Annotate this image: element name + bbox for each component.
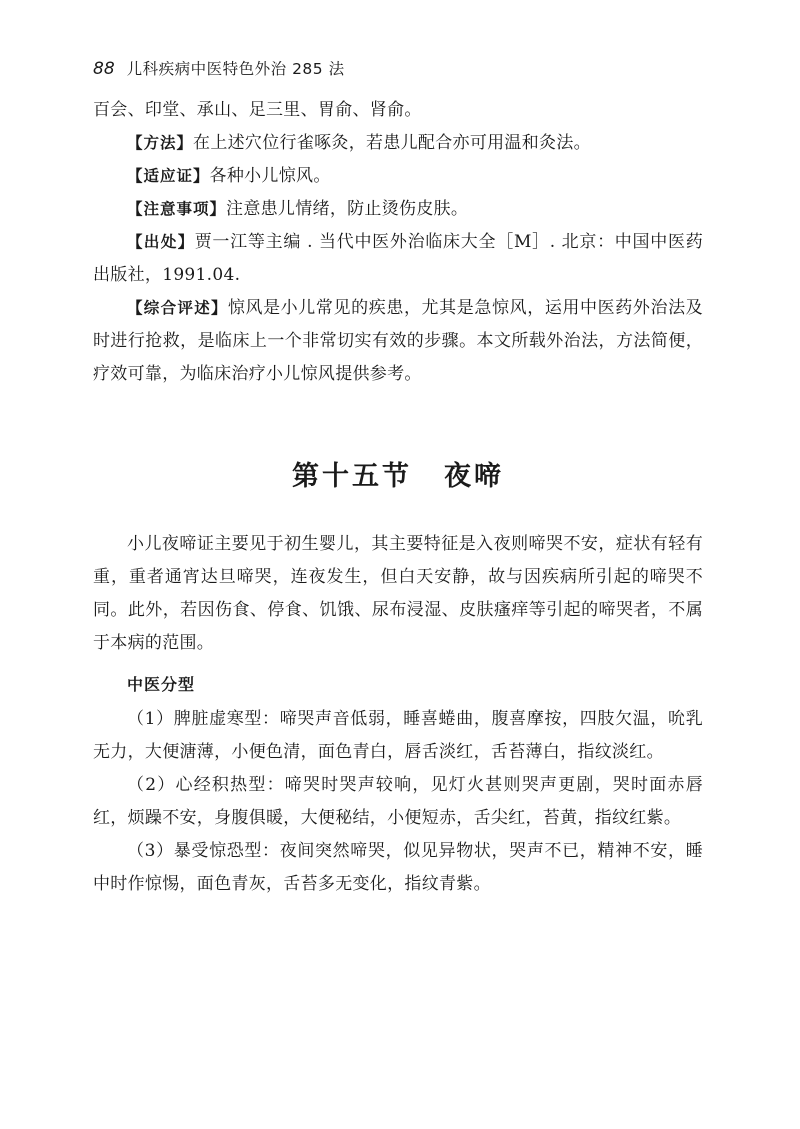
classification-item: （3）暴受惊恐型：夜间突然啼哭，似见异物状，哭声不已，精神不安，睡中时作惊惕，面色青灰，舌苔多无变化，指纹青紫。 [93, 841, 703, 894]
caution-label: 【注意事项】 [127, 200, 227, 218]
section-number: 第十五节 [292, 461, 412, 492]
book-title: 儿科疾病中医特色外治 285 法 [126, 60, 345, 78]
section-topic: 夜啼 [444, 461, 504, 492]
page-number: 88 [93, 59, 115, 79]
caution-text: 注意患儿情绪，防止烫伤皮肤。 [226, 199, 469, 219]
classification-heading: 中医分型 [127, 675, 196, 694]
indication-text: 各种小儿惊风。 [209, 166, 331, 186]
intro-paragraph: 小儿夜啼证主要见于初生婴儿，其主要特征是入夜则啼哭不安，症状有轻有重，重者通宵达旦啼哭，连夜发生，但白天安静，故与因疾病所引起的啼哭不同。此外，若因伤食、停食、饥饿、尿布浸湿、皮肤瘙痒等引起的啼哭者，不属于本病的范围。 [93, 534, 703, 653]
source-label: 【出处】 [127, 233, 195, 251]
method-paragraph [93, 127, 703, 160]
source-paragraph [93, 226, 703, 292]
review-text: 惊风是小儿常见的疾患，尤其是急惊风，运用中医药外治法及时进行抢救，是临床上一个非常切实有效的步骤。本文所载外治法，方法简便，疗效可靠，为临床治疗小儿惊风提供参考。 [93, 298, 703, 384]
review-paragraph [93, 292, 703, 391]
source-text: 贾一江等主编 . 当代中医外治临床大全［M］. 北京：中国中医药出版社，1991.04. [93, 232, 703, 285]
previous-method-block [93, 94, 703, 391]
method-label: 【方法】 [127, 134, 194, 152]
method-text: 在上述穴位行雀啄灸，若患儿配合亦可用温和灸法。 [193, 133, 591, 153]
section-title [93, 452, 703, 502]
review-label: 【综合评述】 [127, 299, 228, 317]
acupoints-line: 百会、印堂、承山、足三里、胃俞、肾俞。 [93, 100, 422, 120]
caution-paragraph [93, 193, 703, 226]
indication-label: 【适应证】 [127, 167, 210, 185]
running-header [93, 54, 713, 84]
section-body [93, 528, 703, 901]
classification-item: （1）脾脏虚寒型：啼哭声音低弱，睡喜蜷曲，腹喜摩按，四肢欠温，吮乳无力，大便溏薄，小便色清，面色青白，唇舌淡红，舌苔薄白，指纹淡红。 [93, 709, 703, 762]
indication-paragraph [93, 160, 703, 193]
classification-item: （2）心经积热型：啼哭时哭声较响，见灯火甚则哭声更剧，哭时面赤唇红，烦躁不安，身腹俱暖，大便秘结，小便短赤，舌尖红，苔黄，指纹红紫。 [93, 775, 703, 828]
